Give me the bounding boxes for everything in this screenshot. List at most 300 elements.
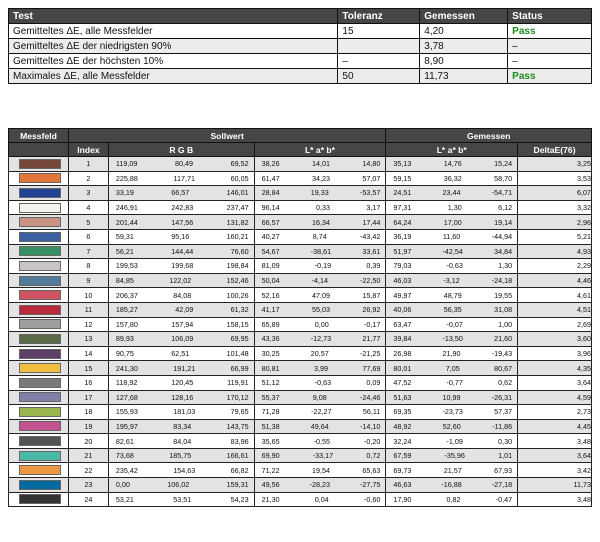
rgb-cell-value: 160,21	[226, 232, 249, 242]
lab-target-cell-value: -24,46	[359, 392, 381, 402]
lab-measured-cell-value: 47,52	[393, 378, 412, 388]
lab-target-cell-value: 50,04	[261, 276, 280, 286]
lab-measured-cell-value: 19,55	[494, 290, 513, 300]
lab-measured-cell	[386, 186, 518, 201]
delta-cell: 11,73	[518, 478, 592, 493]
delta-cell: 4,59	[518, 390, 592, 405]
lab-target-cell	[254, 375, 386, 390]
color-swatch	[19, 290, 61, 300]
lab-target-cell-value: -28,23	[309, 480, 330, 490]
rgb-cell-value: 158,15	[226, 319, 249, 329]
lab-measured-cell-value: 0,30	[498, 436, 513, 446]
lab-target-cell-value: 96,14	[261, 203, 280, 213]
lab-measured-cell-value: 26,98	[393, 349, 412, 359]
lab-target-cell-value: -14,10	[359, 421, 381, 431]
table-row	[9, 200, 592, 215]
table-row	[9, 186, 592, 201]
lab-measured-cell	[386, 346, 518, 361]
delta-cell: 2,29	[518, 259, 592, 274]
index-cell: 12	[68, 317, 108, 332]
lab-target-cell-value: 0,09	[366, 378, 381, 388]
rgb-cell-value: 185,75	[169, 451, 192, 461]
color-swatch	[19, 480, 61, 490]
summary-status: Pass	[508, 69, 592, 84]
delta-cell: 2,96	[518, 215, 592, 230]
lab-measured-cell-value: -0,77	[446, 378, 463, 388]
summary-header-test: Test	[9, 9, 338, 24]
header-patch: Messfeld	[9, 129, 69, 143]
lab-measured-cell-value: 1,01	[498, 451, 513, 461]
table-row	[9, 478, 592, 493]
index-cell: 15	[68, 361, 108, 376]
rgb-cell-value: 199,53	[115, 261, 138, 271]
swatch-cell	[9, 390, 69, 405]
delta-cell: 3,42	[518, 463, 592, 478]
rgb-cell-value: 66,82	[230, 465, 249, 475]
index-cell: 17	[68, 390, 108, 405]
rgb-cell-value: 166,61	[226, 451, 249, 461]
lab-target-cell	[254, 390, 386, 405]
rgb-cell-value: 83,96	[230, 436, 249, 446]
rgb-cell-value: 33,19	[115, 188, 134, 198]
table-row	[9, 463, 592, 478]
rgb-cell-value: 201,44	[115, 217, 138, 227]
lab-target-cell-value: 61,47	[261, 173, 280, 183]
summary-tolerance: 50	[338, 69, 420, 84]
lab-measured-cell-value: 51,97	[393, 246, 412, 256]
lab-target-cell-value: 51,38	[261, 421, 280, 431]
lab-measured-cell	[386, 361, 518, 376]
lab-target-cell-value: 51,12	[261, 378, 280, 388]
lab-measured-cell-value: 48,79	[443, 290, 462, 300]
rgb-cell-value: 119,09	[115, 159, 138, 169]
color-swatch	[19, 494, 61, 504]
color-swatch	[19, 261, 61, 271]
summary-measured: 11,73	[420, 69, 508, 84]
rgb-cell-value: 122,02	[169, 276, 192, 286]
lab-target-cell-value: -21,25	[359, 349, 381, 359]
rgb-cell	[108, 200, 254, 215]
lab-measured-cell-value: 69,35	[393, 407, 412, 417]
rgb-cell-value: 118,92	[115, 378, 138, 388]
lab-measured-cell-value: 58,70	[494, 173, 513, 183]
rgb-cell	[108, 288, 254, 303]
delta-cell: 3,64	[518, 375, 592, 390]
rgb-cell	[108, 434, 254, 449]
rgb-cell	[108, 259, 254, 274]
lab-target-cell-value: 49,56	[261, 480, 280, 490]
lab-target-cell-value: 0,33	[315, 203, 330, 213]
lab-target-cell-value: -43,42	[359, 232, 381, 242]
lab-measured-cell-value: 80,01	[393, 363, 412, 373]
index-cell: 2	[68, 171, 108, 186]
table-row	[9, 419, 592, 434]
lab-measured-cell-value: -24,18	[491, 276, 513, 286]
header-target: Sollwert	[68, 129, 385, 143]
color-swatch	[19, 334, 61, 344]
index-cell: 8	[68, 259, 108, 274]
table-row	[9, 434, 592, 449]
lab-measured-cell-value: -13,50	[442, 334, 463, 344]
lab-target-cell	[254, 244, 386, 259]
lab-measured-cell-value: 59,15	[393, 173, 412, 183]
lab-target-cell-value: 19,54	[311, 465, 330, 475]
lab-target-cell-value: 41,17	[261, 305, 280, 315]
swatch-cell	[9, 229, 69, 244]
rgb-cell-value: 56,21	[115, 246, 134, 256]
lab-measured-cell-value: 21,60	[494, 334, 513, 344]
summary-test: Gemitteltes ΔE der niedrigsten 90%	[9, 39, 338, 54]
table-row	[9, 215, 592, 230]
rgb-cell-value: 143,75	[226, 421, 249, 431]
lab-measured-cell-value: 67,59	[393, 451, 412, 461]
lab-measured-cell-value: -27,18	[491, 480, 513, 490]
index-cell: 13	[68, 332, 108, 347]
lab-measured-cell	[386, 229, 518, 244]
rgb-cell-value: 42,09	[175, 305, 194, 315]
lab-measured-cell	[386, 288, 518, 303]
color-swatch	[19, 305, 61, 315]
rgb-cell	[108, 215, 254, 230]
rgb-cell-value: 154,63	[173, 465, 196, 475]
lab-measured-cell-value: 79,03	[393, 261, 412, 271]
lab-measured-cell	[386, 390, 518, 405]
lab-target-cell	[254, 361, 386, 376]
lab-measured-cell-value: 67,93	[494, 465, 513, 475]
measurement-table	[8, 128, 592, 507]
color-swatch	[19, 319, 61, 329]
measurement-header-row	[9, 129, 592, 143]
lab-measured-cell	[386, 434, 518, 449]
table-row	[9, 273, 592, 288]
lab-target-cell-value: 0,04	[314, 494, 329, 504]
index-cell: 23	[68, 478, 108, 493]
swatch-cell	[9, 200, 69, 215]
lab-measured-cell-value: 69,73	[393, 465, 412, 475]
lab-measured-cell-value: 23,44	[442, 188, 461, 198]
lab-measured-cell	[386, 332, 518, 347]
index-cell: 10	[68, 288, 108, 303]
lab-measured-cell-value: 64,24	[393, 217, 412, 227]
rgb-cell	[108, 478, 254, 493]
lab-measured-cell-value: 56,35	[443, 305, 462, 315]
delta-cell: 3,25	[518, 157, 592, 172]
lab-measured-cell-value: 10,99	[442, 392, 461, 402]
rgb-cell-value: 144,44	[171, 246, 194, 256]
rgb-cell-value: 69,52	[230, 159, 249, 169]
color-swatch	[19, 421, 61, 431]
lab-measured-cell-value: 80,67	[494, 363, 513, 373]
summary-status: –	[508, 54, 592, 69]
rgb-cell-value: 170,12	[226, 392, 249, 402]
lab-target-cell-value: -0,60	[363, 494, 381, 504]
header-delta: DeltaE(76)	[518, 143, 592, 157]
rgb-cell-value: 191,21	[173, 363, 196, 373]
rgb-cell	[108, 405, 254, 420]
table-row	[9, 171, 592, 186]
delta-cell: 6,07	[518, 186, 592, 201]
rgb-cell	[108, 361, 254, 376]
lab-target-cell-value: -33,17	[312, 451, 334, 461]
rgb-cell-value: 120,45	[171, 378, 194, 388]
rgb-cell-value: 53,51	[173, 494, 192, 504]
lab-target-cell-value: 21,77	[362, 334, 381, 344]
lab-target-cell-value: 16,34	[311, 217, 330, 227]
rgb-cell	[108, 346, 254, 361]
lab-target-cell-value: 81,09	[261, 261, 280, 271]
summary-test: Maximales ΔE, alle Messfelder	[9, 69, 338, 84]
lab-measured-cell-value: 15,24	[494, 159, 513, 169]
table-row	[9, 244, 592, 259]
lab-target-cell-value: -22,27	[311, 407, 332, 417]
delta-cell: 3,53	[518, 171, 592, 186]
summary-test: Gemitteltes ΔE der höchsten 10%	[9, 54, 338, 69]
index-cell: 19	[68, 419, 108, 434]
lab-target-cell	[254, 273, 386, 288]
index-cell: 1	[68, 157, 108, 172]
color-swatch	[19, 246, 61, 256]
lab-target-cell-value: 77,69	[362, 363, 381, 373]
lab-measured-cell-value: 11,60	[442, 232, 461, 242]
rgb-cell-value: 157,80	[115, 319, 138, 329]
summary-row	[9, 69, 592, 84]
lab-target-cell-value: 43,36	[261, 334, 280, 344]
lab-target-cell-value: 49,64	[310, 421, 329, 431]
rgb-cell-value: 90,75	[115, 349, 134, 359]
lab-measured-cell-value: -23,73	[442, 407, 463, 417]
lab-measured-cell	[386, 171, 518, 186]
table-row	[9, 405, 592, 420]
lab-measured-cell-value: -19,43	[491, 349, 513, 359]
index-cell: 6	[68, 229, 108, 244]
lab-target-cell	[254, 215, 386, 230]
rgb-cell-value: 241,30	[115, 363, 138, 373]
rgb-cell-value: 147,56	[171, 217, 194, 227]
swatch-cell	[9, 375, 69, 390]
rgb-cell-value: 61,32	[230, 305, 249, 315]
table-row	[9, 361, 592, 376]
rgb-cell	[108, 157, 254, 172]
index-cell: 3	[68, 186, 108, 201]
lab-target-cell-value: 26,92	[362, 305, 381, 315]
lab-target-cell-value: 3,17	[366, 203, 381, 213]
color-swatch	[19, 407, 61, 417]
lab-measured-cell-value: -0,47	[495, 494, 513, 504]
lab-target-cell-value: 34,23	[311, 173, 330, 183]
index-cell: 16	[68, 375, 108, 390]
delta-cell: 3,48	[518, 492, 592, 507]
rgb-cell-value: 157,94	[171, 319, 194, 329]
summary-header-row	[9, 9, 592, 24]
swatch-cell	[9, 405, 69, 420]
lab-measured-cell	[386, 215, 518, 230]
lab-target-cell-value: 0,00	[314, 319, 329, 329]
rgb-cell-value: 237,47	[226, 203, 249, 213]
lab-target-cell	[254, 171, 386, 186]
delta-cell: 2,73	[518, 405, 592, 420]
lab-target-cell-value: -53,57	[359, 188, 381, 198]
header-lab-measured: L* a* b*	[386, 143, 518, 157]
delta-cell: 4,51	[518, 302, 592, 317]
lab-measured-cell-value: 36,32	[443, 173, 462, 183]
summary-measured: 4,20	[420, 24, 508, 39]
lab-measured-cell-value: 36,19	[393, 232, 412, 242]
lab-measured-cell-value: 17,90	[393, 494, 412, 504]
delta-cell: 4,35	[518, 361, 592, 376]
lab-measured-cell-value: 21,90	[442, 349, 461, 359]
lab-target-cell-value: -0,63	[314, 378, 332, 388]
lab-measured-cell	[386, 405, 518, 420]
rgb-cell	[108, 448, 254, 463]
lab-measured-cell-value: 40,06	[393, 305, 412, 315]
rgb-cell-value: 89,93	[115, 334, 134, 344]
rgb-cell-value: 76,60	[230, 246, 249, 256]
lab-measured-cell-value: 6,12	[498, 203, 513, 213]
lab-target-cell	[254, 302, 386, 317]
lab-target-cell	[254, 405, 386, 420]
index-cell: 11	[68, 302, 108, 317]
lab-target-cell	[254, 229, 386, 244]
rgb-cell	[108, 171, 254, 186]
rgb-cell	[108, 302, 254, 317]
table-row	[9, 229, 592, 244]
rgb-cell-value: 181,03	[173, 407, 196, 417]
rgb-cell-value: 106,09	[171, 334, 194, 344]
lab-measured-cell-value: -42,54	[442, 246, 463, 256]
rgb-cell	[108, 463, 254, 478]
summary-table	[8, 8, 592, 84]
lab-target-cell-value: 0,72	[366, 451, 381, 461]
index-cell: 21	[68, 448, 108, 463]
rgb-cell-value: 119,91	[227, 378, 249, 388]
lab-target-cell-value: 80,81	[261, 363, 280, 373]
rgb-cell	[108, 419, 254, 434]
lab-measured-cell-value: 97,31	[393, 203, 412, 213]
delta-cell: 3,96	[518, 346, 592, 361]
measurement-rows	[9, 157, 592, 507]
lab-measured-cell	[386, 302, 518, 317]
header-rgb: R G B	[108, 143, 254, 157]
delta-cell: 3,32	[518, 200, 592, 215]
lab-target-cell-value: 17,44	[362, 217, 381, 227]
lab-measured-cell-value: 17,00	[443, 217, 462, 227]
rgb-cell-value: 100,26	[226, 290, 249, 300]
rgb-cell-value: 80,49	[174, 159, 193, 169]
color-swatch	[19, 363, 61, 373]
rgb-cell-value: 185,27	[115, 305, 138, 315]
lab-target-cell-value: -12,73	[310, 334, 332, 344]
rgb-cell	[108, 317, 254, 332]
swatch-cell	[9, 186, 69, 201]
lab-measured-cell-value: -0,63	[446, 261, 463, 271]
lab-measured-cell-value: -35,96	[444, 451, 465, 461]
lab-target-cell-value: 28,84	[261, 188, 280, 198]
rgb-cell-value: 59,31	[115, 232, 134, 242]
summary-measured: 3,78	[420, 39, 508, 54]
header-measured: Gemessen	[386, 129, 592, 143]
lab-measured-cell-value: 46,03	[393, 276, 412, 286]
rgb-cell	[108, 244, 254, 259]
summary-measured: 8,90	[420, 54, 508, 69]
rgb-cell-value: 242,83	[171, 203, 194, 213]
rgb-cell-value: 131,82	[226, 217, 249, 227]
swatch-cell	[9, 302, 69, 317]
measurement-subheader-row	[9, 143, 592, 157]
lab-measured-cell-value: 1,30	[447, 203, 462, 213]
lab-target-cell	[254, 419, 386, 434]
lab-target-cell-value: 35,65	[261, 436, 280, 446]
lab-target-cell-value: 57,07	[362, 173, 381, 183]
rgb-cell-value: 95,16	[171, 232, 190, 242]
lab-target-cell-value: 56,11	[362, 407, 381, 417]
table-row	[9, 157, 592, 172]
rgb-cell-value: 62,51	[171, 349, 190, 359]
delta-cell: 3,60	[518, 332, 592, 347]
color-swatch	[19, 188, 61, 198]
rgb-cell-value: 66,99	[230, 363, 249, 373]
lab-target-cell-value: 9,08	[312, 392, 327, 402]
rgb-cell-value: 54,23	[230, 494, 249, 504]
lab-measured-cell	[386, 157, 518, 172]
header-lab-target: L* a* b*	[254, 143, 386, 157]
rgb-cell-value: 66,57	[171, 188, 190, 198]
lab-measured-cell-value: 21,57	[443, 465, 462, 475]
summary-status: –	[508, 39, 592, 54]
lab-target-cell-value: -0,19	[314, 261, 332, 271]
swatch-cell	[9, 273, 69, 288]
lab-measured-cell-value: 63,47	[393, 319, 412, 329]
lab-target-cell	[254, 157, 386, 172]
rgb-cell	[108, 186, 254, 201]
table-row	[9, 317, 592, 332]
rgb-cell-value: 53,21	[115, 494, 134, 504]
rgb-cell-value: 0,00	[115, 480, 130, 490]
delta-cell: 2,69	[518, 317, 592, 332]
rgb-cell	[108, 273, 254, 288]
lab-target-cell-value: -0,17	[363, 319, 381, 329]
rgb-cell	[108, 332, 254, 347]
color-swatch	[19, 349, 61, 359]
rgb-cell-value: 117,71	[173, 173, 195, 183]
lab-measured-cell-value: 34,84	[494, 246, 513, 256]
rgb-cell-value: 128,16	[171, 392, 194, 402]
lab-measured-cell	[386, 317, 518, 332]
lab-target-cell	[254, 492, 386, 507]
lab-target-cell-value: 52,16	[261, 290, 280, 300]
table-row	[9, 332, 592, 347]
lab-target-cell	[254, 463, 386, 478]
delta-cell: 4,61	[518, 288, 592, 303]
rgb-cell-value: 206,37	[115, 290, 138, 300]
rgb-cell-value: 198,84	[226, 261, 249, 271]
table-row	[9, 288, 592, 303]
delta-cell: 3,64	[518, 448, 592, 463]
lab-target-cell-value: 3,99	[313, 363, 328, 373]
rgb-cell-value: 146,01	[226, 188, 249, 198]
summary-header-measured: Gemessen	[420, 9, 508, 24]
swatch-cell	[9, 448, 69, 463]
rgb-cell-value: 84,04	[173, 436, 192, 446]
rgb-cell-value: 225,88	[115, 173, 138, 183]
lab-measured-cell-value: -26,31	[491, 392, 513, 402]
lab-measured-cell	[386, 478, 518, 493]
lab-measured-cell-value: -1,09	[446, 436, 463, 446]
summary-status: Pass	[508, 24, 592, 39]
rgb-cell-value: 79,65	[230, 407, 249, 417]
rgb-cell-value: 73,68	[115, 451, 134, 461]
rgb-cell	[108, 390, 254, 405]
lab-measured-cell	[386, 244, 518, 259]
